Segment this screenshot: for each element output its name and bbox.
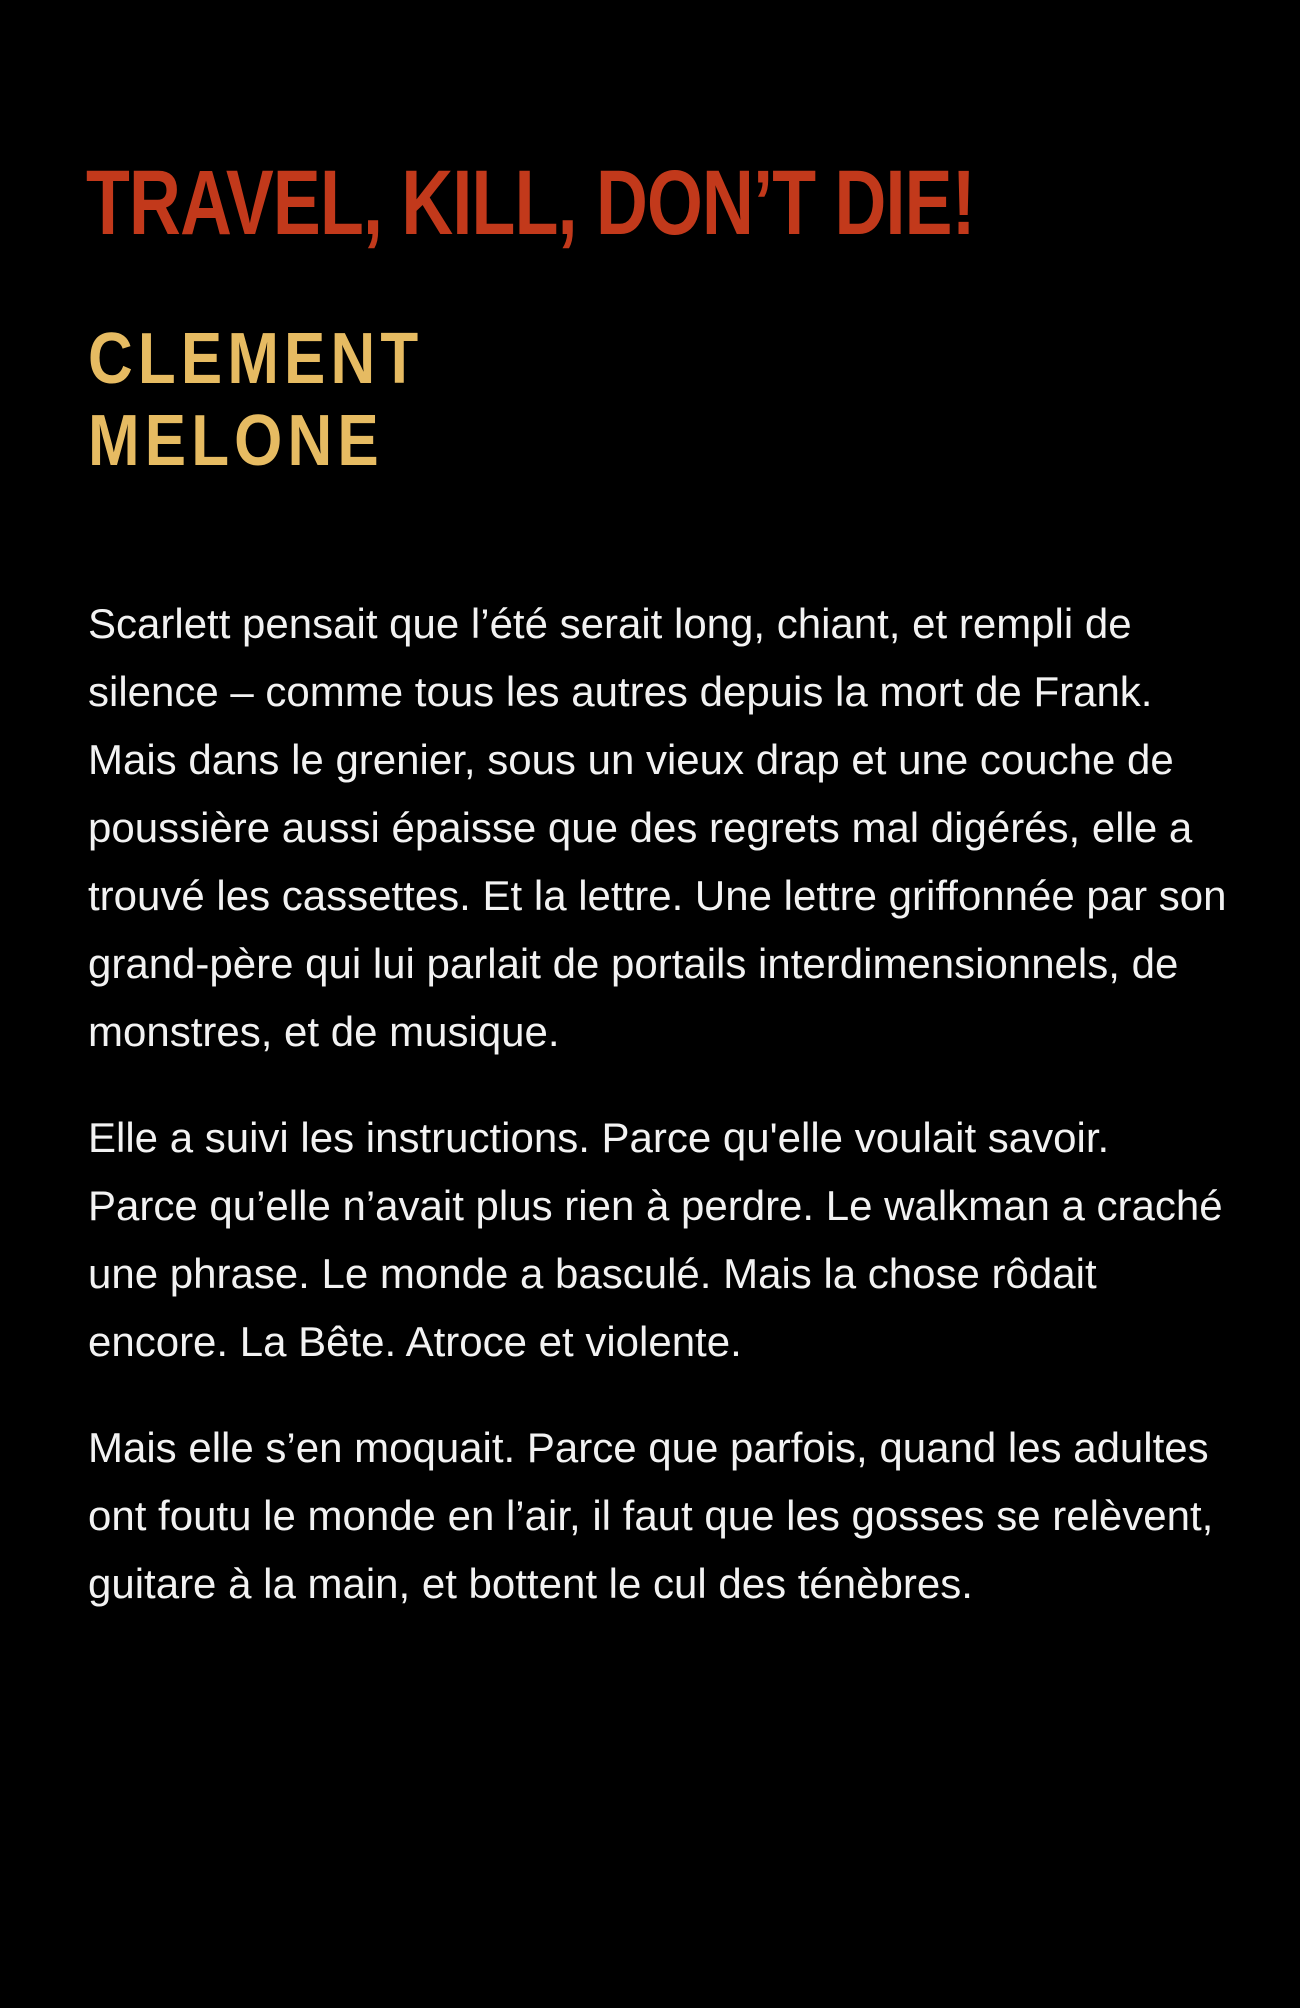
author-first-name: CLEMENT (88, 319, 424, 399)
blurb-paragraph: Mais elle s’en moquait. Parce que parfois, quand les adultes ont foutu le monde en l’air, il faut que les gosses se relèvent, guitare à la main, et bottent le cul des ténèbres. (88, 1424, 1214, 1607)
author-last-name: MELONE (88, 401, 384, 481)
book-title: TRAVEL, KILL, DON’T DIE! (86, 152, 975, 254)
blurb-paragraph: Elle a suivi les instructions. Parce qu'elle voulait savoir. Parce qu’elle n’avait plus rien à perdre. Le walkman a craché une phrase. Le monde a basculé. Mais la chose rôdait encore. La Bête. Atroce et violente. (88, 1114, 1223, 1365)
blurb-paragraph: Scarlett pensait que l’été serait long, chiant, et rempli de silence – comme tous les autres depuis la mort de Frank. Mais dans le grenier, sous un vieux drap et une couche de poussière aussi épaisse que des regrets mal digérés, elle a trouvé les cassettes. Et la lettre. Une lettre griffonnée par son grand-père qui lui parlait de portails interdimensionnels, de monstres, et de musique. (88, 600, 1227, 1055)
blurb (88, 590, 1228, 1656)
author-name (88, 318, 423, 482)
